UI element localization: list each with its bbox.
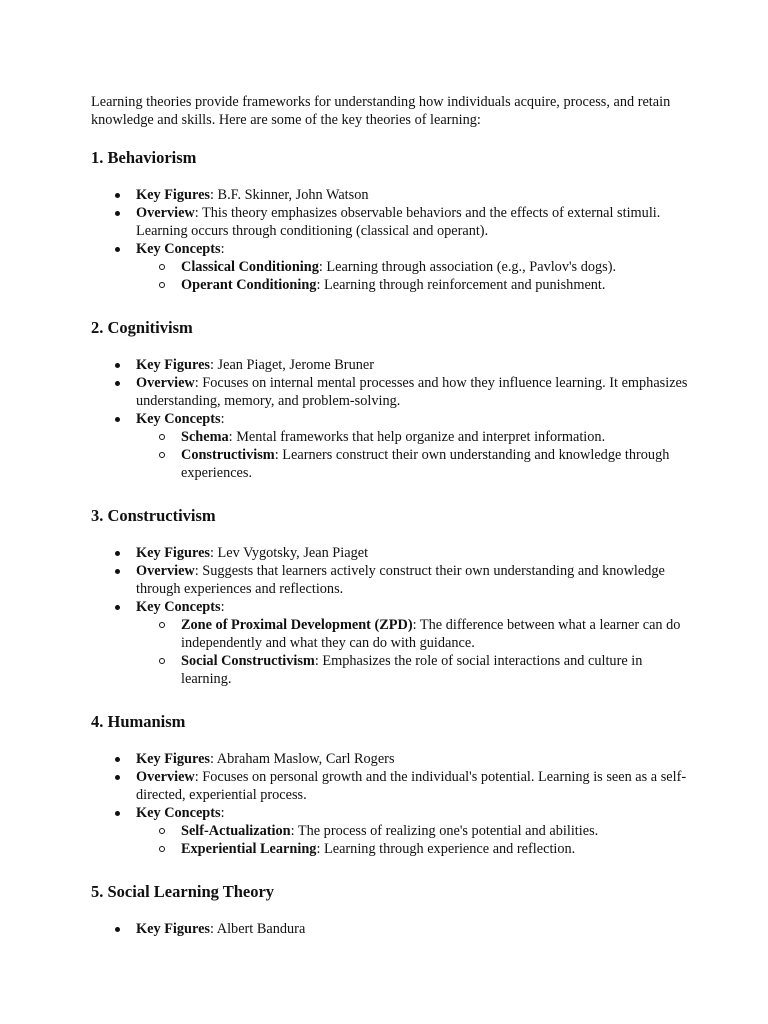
- item-text: :: [220, 411, 225, 427]
- item-text: : Albert Bandura: [210, 921, 306, 937]
- section-heading: 3. Constructivism: [91, 506, 216, 525]
- sub-list: [136, 822, 691, 858]
- bullet-icon: [115, 247, 120, 252]
- list-item: [91, 750, 691, 768]
- bullet-icon: [115, 569, 120, 574]
- section-heading: 2. Cognitivism: [91, 318, 193, 337]
- sub-list-item: [136, 822, 691, 840]
- item-term: Overview: [136, 563, 195, 579]
- list-item: [91, 240, 691, 294]
- item-term: Overview: [136, 375, 195, 391]
- bullet-icon: [115, 363, 120, 368]
- circle-bullet-icon: [159, 282, 165, 288]
- section-humanism: [91, 712, 691, 858]
- circle-bullet-icon: [159, 452, 165, 458]
- section-cognitivism: [91, 318, 691, 482]
- sub-list-item: [136, 652, 691, 688]
- section-social-learning-theory: [91, 882, 691, 938]
- section-heading: 4. Humanism: [91, 712, 186, 731]
- bullet-list: [91, 544, 691, 688]
- concept-term: Self-Actualization: [181, 823, 291, 839]
- item-text: :: [220, 241, 225, 257]
- sub-list-item: [136, 446, 691, 482]
- circle-bullet-icon: [159, 658, 165, 664]
- item-text: : Focuses on personal growth and the individual's potential. Learning is seen as a self-directed, experiential process.: [136, 769, 687, 803]
- section-heading: 1. Behaviorism: [91, 148, 197, 167]
- item-text: :: [220, 599, 225, 615]
- sub-list-item: [136, 428, 691, 446]
- item-text: :: [220, 805, 225, 821]
- item-text: : Lev Vygotsky, Jean Piaget: [210, 545, 369, 561]
- bullet-icon: [115, 811, 120, 816]
- item-term: Key Figures: [136, 921, 210, 937]
- section-heading: 5. Social Learning Theory: [91, 882, 275, 901]
- section-behaviorism: [91, 148, 691, 294]
- list-item: [91, 204, 691, 240]
- item-term: Key Figures: [136, 751, 210, 767]
- concept-text: : Learning through association (e.g., Pavlov's dogs).: [318, 259, 617, 275]
- concept-term: Operant Conditioning: [181, 277, 317, 293]
- concept-term: Zone of Proximal Development (ZPD): [181, 617, 413, 633]
- bullet-icon: [115, 211, 120, 216]
- item-text: : B.F. Skinner, John Watson: [210, 187, 369, 203]
- circle-bullet-icon: [159, 434, 165, 440]
- bullet-list: [91, 750, 691, 858]
- bullet-icon: [115, 417, 120, 422]
- bullet-list: [91, 920, 691, 938]
- circle-bullet-icon: [159, 828, 165, 834]
- list-item: [91, 598, 691, 688]
- sub-list-item: [136, 258, 691, 276]
- list-item: [91, 768, 691, 804]
- bullet-icon: [115, 775, 120, 780]
- concept-term: Experiential Learning: [181, 841, 317, 857]
- item-term: Overview: [136, 205, 195, 221]
- sub-list: [136, 258, 691, 294]
- concept-text: : Mental frameworks that help organize and interpret information.: [228, 429, 606, 445]
- list-item: [91, 562, 691, 598]
- bullet-icon: [115, 381, 120, 386]
- concept-text: : Learning through experience and reflection.: [316, 841, 576, 857]
- item-term: Key Concepts: [136, 411, 221, 427]
- concept-term: Classical Conditioning: [181, 259, 319, 275]
- list-item: [91, 186, 691, 204]
- concept-text: : Learners construct their own understanding and knowledge through experiences.: [181, 447, 670, 481]
- sub-list: [136, 428, 691, 482]
- circle-bullet-icon: [159, 622, 165, 628]
- item-text: : Abraham Maslow, Carl Rogers: [210, 751, 395, 767]
- item-text: : This theory emphasizes observable behaviors and the effects of external stimuli. Learning occurs through conditioning (classical and operant).: [136, 205, 661, 239]
- circle-bullet-icon: [159, 846, 165, 852]
- bullet-icon: [115, 605, 120, 610]
- intro-paragraph: Learning theories provide frameworks for understanding how individuals acquire, process, and retain knowledge and skills. Here are some of the key theories of learning:: [91, 94, 671, 128]
- list-item: [91, 804, 691, 858]
- section-constructivism: [91, 506, 691, 688]
- concept-term: Social Constructivism: [181, 653, 315, 669]
- item-text: : Suggests that learners actively construct their own understanding and knowledge through experiences and reflections.: [136, 563, 665, 597]
- concept-text: : The difference between what a learner can do independently and what they can do with guidance.: [181, 617, 681, 651]
- concept-text: : Learning through reinforcement and punishment.: [316, 277, 606, 293]
- item-term: Key Concepts: [136, 805, 221, 821]
- item-term: Key Figures: [136, 187, 210, 203]
- item-text: : Focuses on internal mental processes and how they influence learning. It emphasizes understanding, memory, and problem-solving.: [136, 375, 688, 409]
- sub-list-item: [136, 840, 691, 858]
- item-term: Key Figures: [136, 545, 210, 561]
- bullet-list: [91, 186, 691, 294]
- bullet-icon: [115, 193, 120, 198]
- item-text: : Jean Piaget, Jerome Bruner: [210, 357, 374, 373]
- sub-list-item: [136, 616, 691, 652]
- bullet-list: [91, 356, 691, 482]
- sub-list: [136, 616, 691, 688]
- document-body: [91, 93, 691, 938]
- bullet-icon: [115, 757, 120, 762]
- concept-text: : Emphasizes the role of social interactions and culture in learning.: [181, 653, 643, 687]
- list-item: [91, 356, 691, 374]
- item-term: Key Figures: [136, 357, 210, 373]
- concept-text: : The process of realizing one's potential and abilities.: [290, 823, 599, 839]
- bullet-icon: [115, 927, 120, 932]
- concept-term: Constructivism: [181, 447, 275, 463]
- sub-list-item: [136, 276, 691, 294]
- list-item: [91, 410, 691, 482]
- list-item: [91, 544, 691, 562]
- list-item: [91, 920, 691, 938]
- item-term: Key Concepts: [136, 599, 221, 615]
- concept-term: Schema: [181, 429, 229, 445]
- list-item: [91, 374, 691, 410]
- item-term: Key Concepts: [136, 241, 221, 257]
- circle-bullet-icon: [159, 264, 165, 270]
- bullet-icon: [115, 551, 120, 556]
- item-term: Overview: [136, 769, 195, 785]
